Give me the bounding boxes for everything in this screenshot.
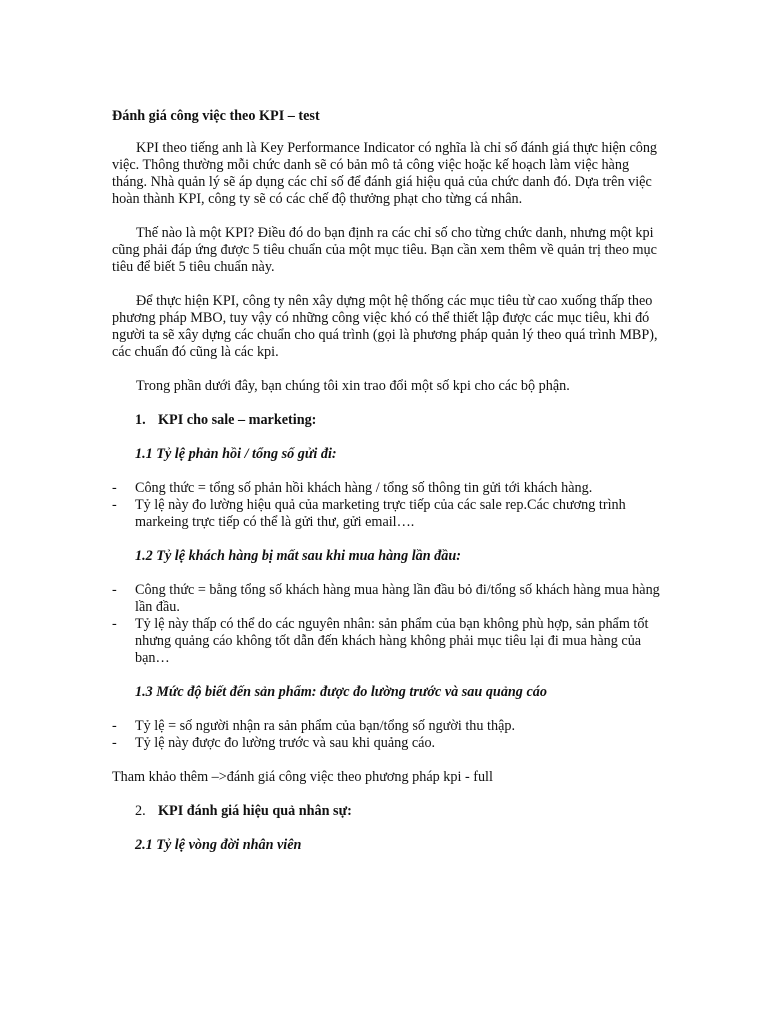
- list-item: - Tỷ lệ = số người nhận ra sản phẩm của bạn/tổng số người thu thập.: [112, 718, 660, 735]
- bullet-list-awareness: [112, 718, 660, 752]
- document-body: [112, 108, 660, 871]
- section-number: 1.: [135, 412, 146, 428]
- bullet-list-customer-loss: [112, 582, 660, 667]
- list-item: - Tỷ lệ này thấp có thể do các nguyên nhân: sản phẩm của bạn không phù hợp, sản phẩm tốt nhưng quảng cáo không tốt dẫn đến khách hàng không phải mục tiêu lại đi mua hàng của bạn…: [112, 616, 660, 667]
- paragraph-what-is-kpi: Thế nào là một KPI? Điều đó do bạn định ra các chỉ số cho từng chức danh, nhưng một kpi cũng phải đáp ứng được 5 tiêu chuẩn của một mục tiêu. Bạn cần xem thêm về quản trị theo mục tiêu để biết 5 tiêu chuẩn này.: [112, 225, 657, 275]
- list-item: - Công thức = tổng số phản hồi khách hàng / tổng số thông tin gửi tới khách hàng.: [112, 480, 660, 497]
- paragraph-implement-kpi: Để thực hiện KPI, công ty nên xây dựng một hệ thống các mục tiêu từ cao xuống thấp theo phương pháp MBO, tuy vậy có những công việc khó có thể thiết lập được các mục tiêu, khi đó người ta sẽ xây dựng các chuẩn cho quá trình (gọi là phương pháp quản lý theo quá trình MBP), các chuẩn đó cũng là các kpi.: [112, 293, 658, 360]
- subsection-heading-response-rate: 1.1 Tỷ lệ phản hồi / tổng số gửi đi:: [135, 446, 337, 462]
- section-heading-hr: [112, 803, 660, 820]
- reference-link-text: Tham khảo thêm –>đánh giá công việc theo phương pháp kpi - full: [112, 769, 493, 785]
- subsection-heading-employee-lifecycle: 2.1 Tỷ lệ vòng đời nhân viên: [135, 837, 302, 853]
- list-item: - Công thức = bằng tổng số khách hàng mua hàng lần đầu bỏ đi/tổng số khách hàng mua hàng lần đầu.: [112, 582, 660, 616]
- paragraph-intro-sections: Trong phần dưới đây, bạn chúng tôi xin trao đổi một số kpi cho các bộ phận.: [136, 378, 570, 394]
- bullet-list-response-rate: [112, 480, 660, 531]
- list-item: - Tỷ lệ này được đo lường trước và sau khi quảng cáo.: [112, 735, 660, 752]
- section-title: KPI đánh giá hiệu quả nhân sự:: [158, 803, 352, 819]
- section-title: KPI cho sale – marketing:: [158, 412, 317, 428]
- subsection-heading-awareness: 1.3 Mức độ biết đến sản phẩm: được đo lường trước và sau quảng cáo: [135, 684, 547, 700]
- document-title: Đánh giá công việc theo KPI – test: [112, 108, 320, 124]
- section-number: 2.: [135, 803, 146, 819]
- subsection-heading-customer-loss: 1.2 Tỷ lệ khách hàng bị mất sau khi mua hàng lần đầu:: [135, 548, 461, 564]
- list-item: - Tỷ lệ này đo lường hiệu quả của marketing trực tiếp của các sale rep.Các chương trình markeing trực tiếp có thể là gửi thư, gửi email….: [112, 497, 660, 531]
- section-heading-sale-marketing: [112, 412, 660, 429]
- paragraph-kpi-definition: KPI theo tiếng anh là Key Performance Indicator có nghĩa là chỉ số đánh giá thực hiện công việc. Thông thường mỗi chức danh sẽ có bản mô tả công việc hoặc kế hoạch làm việc hàng tháng. Nhà quản lý sẽ áp dụng các chỉ số để đánh giá hiệu quả của chức danh đó. Dựa trên việc hoàn thành KPI, công ty sẽ có các chế độ thưởng phạt cho từng cá nhân.: [112, 140, 658, 207]
